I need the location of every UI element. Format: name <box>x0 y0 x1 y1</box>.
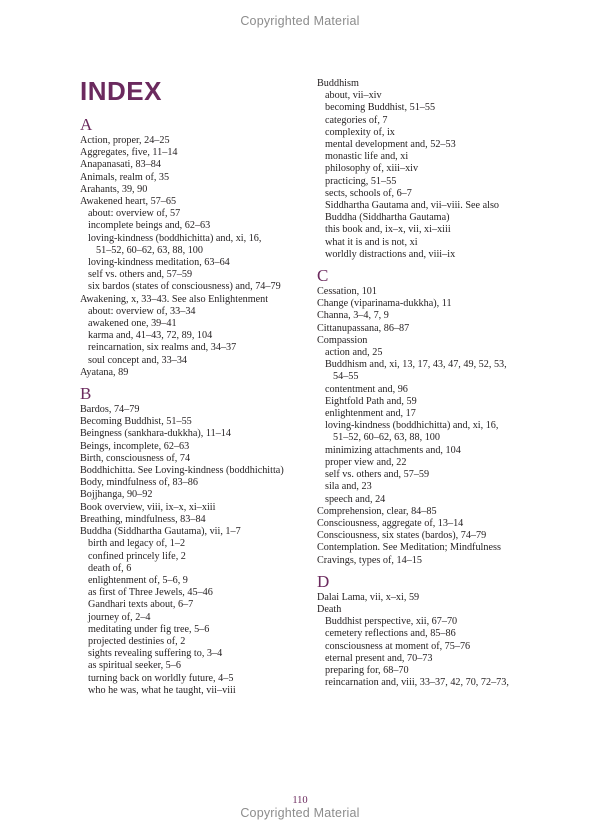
index-subentry: soul concept and, 33–34 <box>88 354 188 366</box>
index-entry: Ayatana, 89 <box>80 366 129 378</box>
index-subentry: monastic life and, xi <box>325 151 409 163</box>
index-subentry: minimizing attachments and, 104 <box>325 444 461 456</box>
index-entry: Consciousness, aggregate of, 13–14 <box>317 517 464 529</box>
index-subentry: as first of Three Jewels, 45–46 <box>88 587 213 599</box>
index-entry: Consciousness, six states (bardos), 74–79 <box>317 530 487 542</box>
index-column-left <box>80 116 305 697</box>
index-subentry: worldly distractions and, viii–ix <box>325 248 456 260</box>
index-entry: Animals, realm of, 35 <box>80 171 170 183</box>
index-subentry: about: overview of, 57 <box>88 208 181 220</box>
index-subentry: sights revealing suffering to, 3–4 <box>88 648 223 660</box>
page-number: 110 <box>292 795 308 806</box>
index-subentry: sila and, 23 <box>325 481 372 493</box>
index-subentry: about, vii–xiv <box>325 90 382 102</box>
index-subentry: journey of, 2–4 <box>88 611 151 623</box>
index-entry: Bojjhanga, 90–92 <box>80 489 153 501</box>
index-entry: Becoming Buddhist, 51–55 <box>80 416 192 428</box>
index-subentry: Gandhari texts about, 6–7 <box>88 599 194 611</box>
index-entry: Channa, 3–4, 7, 9 <box>317 310 389 322</box>
index-entry: Cittanupassana, 86–87 <box>317 322 410 334</box>
index-entry: Arahants, 39, 90 <box>80 183 148 195</box>
index-subentry: proper view and, 22 <box>325 456 407 468</box>
index-entry: Dalai Lama, vii, x–xi, 59 <box>317 591 420 603</box>
section-letter: D <box>317 571 330 591</box>
section-letter: C <box>317 266 329 286</box>
index-entry: Cessation, 101 <box>317 286 377 298</box>
index-subentry: practicing, 51–55 <box>325 175 397 187</box>
index-subentry: meditating under fig tree, 5–6 <box>88 623 210 635</box>
index-subentry: loving-kindness meditation, 63–64 <box>88 257 230 269</box>
index-subentry: 54–55 <box>333 371 359 383</box>
index-entry: Bardos, 74–79 <box>80 404 140 416</box>
index-subentry: loving-kindness (boddhichitta) and, xi, 16, <box>325 420 499 432</box>
index-subentry: Eightfold Path and, 59 <box>325 395 417 407</box>
index-subentry: reincarnation and, viii, 33–37, 42, 70, 72–73, <box>325 677 509 689</box>
index-subentry: enlightenment of, 5–6, 9 <box>88 574 188 586</box>
index-entry: Buddhism <box>317 78 359 89</box>
index-entry: Cravings, types of, 14–15 <box>317 554 422 566</box>
index-entry: Contemplation. See Meditation; Mindfulness <box>317 542 501 554</box>
section-letter: B <box>80 384 92 404</box>
index-subentry: as spiritual seeker, 5–6 <box>88 660 181 672</box>
index-entry: Buddha (Siddhartha Gautama), vii, 1–7 <box>80 526 241 538</box>
index-subentry: who he was, what he taught, vii–viii <box>88 684 236 696</box>
index-entry: Action, proper, 24–25 <box>80 135 170 146</box>
index-subentry: reincarnation, six realms and, 34–37 <box>88 342 237 354</box>
index-subentry: consciousness at moment of, 75–76 <box>325 640 471 652</box>
index-column-right <box>317 78 542 689</box>
index-subentry: 51–52, 60–62, 63, 88, 100 <box>96 244 203 256</box>
index-subentry: loving-kindness (boddhichitta) and, xi, 16, <box>88 232 262 244</box>
index-subentry: confined princely life, 2 <box>88 550 186 562</box>
index-subentry: action and, 25 <box>325 347 383 359</box>
index-entry: Body, mindfulness of, 83–86 <box>80 477 198 489</box>
index-subentry: 51–52, 60–62, 63, 88, 100 <box>333 432 440 444</box>
index-subentry: six bardos (states of consciousness) and, 74–79 <box>88 281 281 293</box>
index-subentry: becoming Buddhist, 51–55 <box>325 102 436 114</box>
index-subentry: contentment and, 96 <box>325 383 408 395</box>
index-subentry: speech and, 24 <box>325 493 386 505</box>
index-entry: Compassion <box>317 334 368 346</box>
index-subentry: sects, schools of, 6–7 <box>325 187 412 199</box>
index-entry: Change (viparinama-dukkha), 11 <box>317 298 452 310</box>
copyright-watermark-bottom: Copyrighted Material <box>240 806 360 820</box>
index-subentry: mental development and, 52–53 <box>325 139 456 151</box>
page-title: INDEX <box>80 76 162 106</box>
index-subentry: enlightenment and, 17 <box>325 408 416 420</box>
index-subentry: philosophy of, xiii–xiv <box>325 163 419 175</box>
index-entry: Book overview, viii, ix–x, xi–xiii <box>80 501 216 513</box>
index-subentry: turning back on worldly future, 4–5 <box>88 672 234 684</box>
index-subentry: Buddhism and, xi, 13, 17, 43, 47, 49, 52, 53, <box>325 359 507 371</box>
index-subentry: projected destinies of, 2 <box>88 635 186 647</box>
copyright-watermark-top: Copyrighted Material <box>240 14 360 28</box>
index-entry: Comprehension, clear, 84–85 <box>317 505 437 517</box>
index-subentry: incomplete beings and, 62–63 <box>88 220 211 232</box>
index-subentry: about: overview of, 33–34 <box>88 305 196 317</box>
index-subentry: birth and legacy of, 1–2 <box>88 538 186 550</box>
index-entry: Aggregates, five, 11–14 <box>80 147 178 159</box>
index-subentry: complexity of, ix <box>325 126 395 138</box>
index-subentry: categories of, 7 <box>325 114 388 126</box>
index-entry: Anapanasati, 83–84 <box>80 159 161 171</box>
index-subentry: karma and, 41–43, 72, 89, 104 <box>88 330 213 342</box>
index-entry: Boddhichitta. See Loving-kindness (boddhichitta) <box>80 465 284 477</box>
index-entry: Death <box>317 603 342 615</box>
index-entry: Breathing, mindfulness, 83–84 <box>80 513 206 525</box>
index-subentry: this book and, ix–x, vii, xi–xiii <box>325 224 451 236</box>
section-letter: A <box>80 115 93 134</box>
index-entry: Awakened heart, 57–65 <box>80 196 177 208</box>
index-subentry: what it is and is not, xi <box>325 236 418 248</box>
index-entry: Beingness (sankhara-dukkha), 11–14 <box>80 428 231 440</box>
index-subentry: eternal present and, 70–73 <box>325 652 433 664</box>
index-subentry: death of, 6 <box>88 562 132 574</box>
index-entry: Beings, incomplete, 62–63 <box>80 440 190 452</box>
index-subentry: awakened one, 39–41 <box>88 318 177 330</box>
index-subentry: Buddhist perspective, xii, 67–70 <box>325 616 458 628</box>
index-subentry: cemetery reflections and, 85–86 <box>325 628 456 640</box>
index-subentry: self vs. others and, 57–59 <box>325 469 430 481</box>
index-subentry: preparing for, 68–70 <box>325 664 409 676</box>
index-subentry: Buddha (Siddhartha Gautama) <box>325 212 450 224</box>
index-subentry: self vs. others and, 57–59 <box>88 269 193 281</box>
index-entry: Birth, consciousness of, 74 <box>80 452 191 464</box>
index-subentry: Siddhartha Gautama and, vii–viii. See also <box>325 200 499 212</box>
index-entry: Awakening, x, 33–43. See also Enlightenment <box>80 293 269 305</box>
